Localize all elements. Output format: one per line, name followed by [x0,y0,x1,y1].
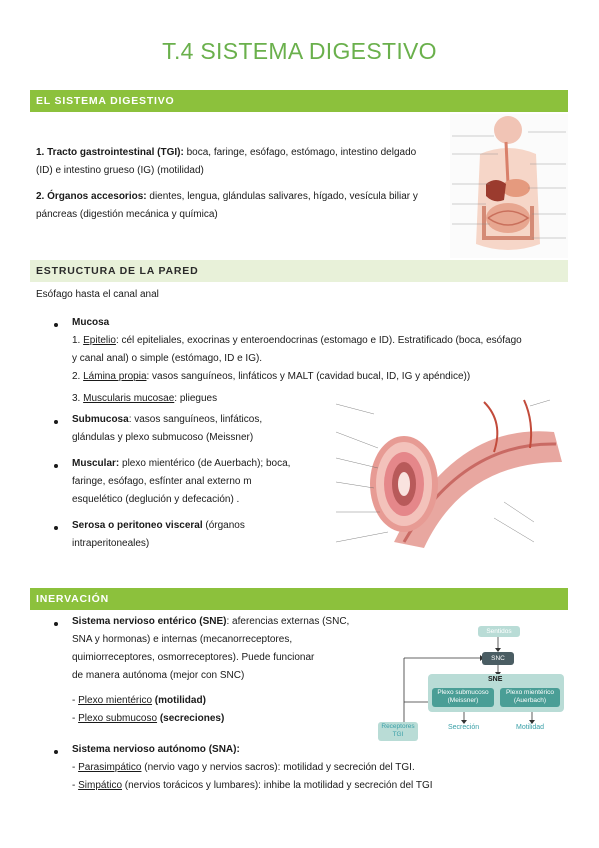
bullet-dot [54,464,58,468]
bullet-dot [54,420,58,424]
bullet-dot [54,750,58,754]
bullet-serosa: Serosa o peritoneo visceral (órganos intraperitoneales) [72,520,245,549]
secrecion-label: Secreción [448,724,480,731]
section-header-sistema-digestivo: EL SISTEMA DIGESTIVO [30,90,568,112]
motilidad-label: Motilidad [516,724,545,731]
item-plexo-submucoso: - Plexo submucoso (secreciones) [72,713,225,724]
snc-box: SNC [482,652,514,665]
bullet-submucosa: Submucosa: vasos sanguíneos, linfáticos, glándulas y plexo submucoso (Meissner) [72,414,263,443]
sentidos-box: Sentidos [478,626,520,637]
section-header-inervacion: INERVACIÓN [30,588,568,610]
bullet-sna: Sistema nervioso autónomo (SNA): [72,744,240,755]
sne-label: SNE [488,676,503,683]
paragraph-organos-accesorios: 2. Órganos accesorios: dientes, lengua, glándulas salivares, hígado, vesícula biliar y páncreas (digestión mecánica y química) [36,191,418,220]
plexo-mienterico-box: Plexo mientérico (Auerbach) [500,688,560,707]
plexo-submucoso-box: Plexo submucoso (Meissner) [432,688,494,707]
bullet-dot [54,526,58,530]
digestive-system-figure [450,114,568,258]
item-plexo-mienterico: - Plexo mientérico (motilidad) [72,695,206,706]
section-header-estructura-pared: ESTRUCTURA DE LA PARED [30,260,568,282]
bullet-dot [54,323,58,327]
bullet-sne: Sistema nervioso entérico (SNE): aferencias externas (SNC, SNA y hormonas) e internas (mecanorreceptores, quimiorreceptores, osmorreceptores). Puede funcionar de manera autónoma (mejor con SNC) [72,616,350,681]
innervation-diagram [372,622,566,744]
paragraph-tgi: 1. Tracto gastrointestinal (TGI): boca, faringe, esófago, estómago, intestino delgado (ID) e intestino grueso (IG) (motilidad) [36,147,417,176]
gut-wall-figure [334,392,566,554]
intro-text: Esófago hasta el canal anal [36,289,159,300]
page-title: T.4 SISTEMA DIGESTIVO [162,38,437,64]
item-parasimpatico: - Parasimpático (nervio vago y nervios sacros): motilidad y secreción del TGI. [72,762,415,773]
bullet-muscular: Muscular: plexo mientérico (de Auerbach); boca, faringe, esófago, esfínter anal externo m esquelético (deglución y defecación) . [72,458,291,505]
bullet-mucosa: Mucosa 1. Epitelio: cél epiteliales, exocrinas y enteroendocrinas (estomago e ID). Estratificado (boca, esófago y canal anal) o simple (estómago, ID e IG). 2. Lámina propia: vasos sanguíneos, linfáticos y MALT (cavidad bucal, ID, IG y apéndice)) 3. Muscularis mucosae: pliegues [72,317,522,404]
item-simpatico: - Simpático (nervios torácicos y lumbares): inhibe la motilidad y secreción del TGI [72,780,433,791]
receptores-box: Receptores TGI [378,722,418,741]
bullet-dot [54,622,58,626]
